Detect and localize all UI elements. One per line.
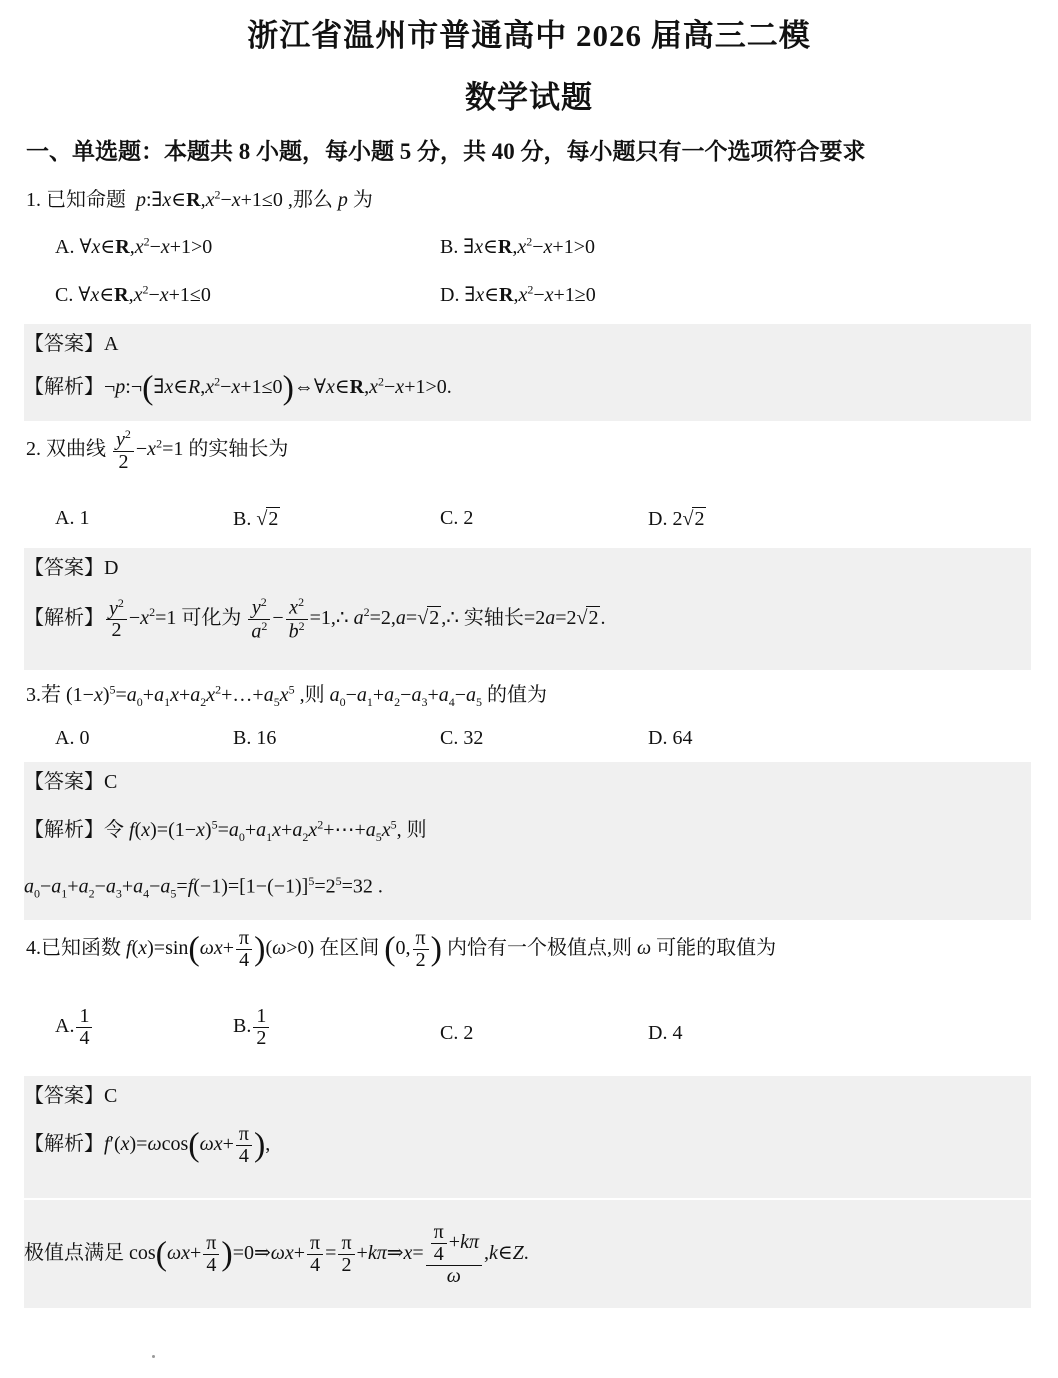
q2-option-b: B. √2 [233, 508, 279, 530]
q4-option-b: B. $\frac{1}{2}$ [233, 1006, 271, 1049]
q4-option-d: D. 4 [648, 1022, 683, 1044]
stray-dot [152, 1355, 155, 1358]
q2-answer: 【答案】D [24, 557, 119, 579]
q1-option-d: D. $\exists x\in R,x^2-x+1\ge 0$ [440, 282, 596, 306]
q1-number: 1. [26, 189, 41, 211]
q1-answer: 【答案】A [24, 333, 119, 355]
q1-proposition: p [131, 189, 146, 211]
q3-option-c: C. 32 [440, 727, 484, 749]
q1-stem: 已知命题 [46, 189, 126, 211]
q2-analysis: 【解析】 $\frac{y^2}{2}$ $-x^2=1$ 可化为 $\frac{y^2}{a^2}$ − $\frac{x^2}{b^2}$ =1,∴ $a^2=2,a=√2$ ,∴ 实轴长=2a=2√2 . [24, 595, 606, 643]
q2-option-d: D. 2√2 [648, 508, 705, 530]
page-subtitle: 数学试题 [465, 80, 593, 115]
q1-analysis: 【解析】$\neg p:\neg(\exists x\in R,x^2-x+1\le 0)\Leftrightarrow\forall x\in R,x^2-x+1>0$. [24, 369, 452, 407]
section-heading: 一、单选题：本题共 8 小题，每小题 5 分，共 40 分，每小题只有一个选项符合要求 [26, 139, 866, 164]
q3-analysis-line2: $a_0-a_1+a_2-a_3+a_4-a_5=f(-1)=[1-(-1)]^5=2^5=32$ . [24, 874, 383, 901]
q2-option-a: A. 1 [55, 507, 90, 529]
q4-extreme: 极值点满足 cos(ωx+ $\frac{\pi}{4}$ )=0⇒ωx+ $\frac{\pi}{4}$ = $\frac{\pi}{2}$ +kπ⇒x= $\frac{\pi}{4}$ +kπ ω ,k∈Z. [24, 1221, 529, 1287]
question-4: 4.已知函数 f(x)=sin(ωx+ $\frac{\pi}{4}$ )(ω>0) 在区间 (0, $\frac{\pi}{2}$ ) 内恰有一个极值点,则 ω 可能的取值为 [26, 927, 777, 971]
q1-option-b: B. $\exists x\in R,x^2-x+1>0$ [440, 234, 595, 258]
question-1: 1. 已知命题 $p:\exists x\in R,x^2-x+1\le 0$ ,那么 p 为 [26, 187, 373, 211]
q2-option-c: C. 2 [440, 507, 474, 529]
q1-option-a: A. $\forall x\in R,x^2-x+1>0$ [55, 234, 213, 258]
question-3: 3.若 $(1-x)^5=a_0+a_1x+a_2x^2+\dots+a_5x^5$ ,则 $a_0-a_1+a_2-a_3+a_4-a_5$ 的值为 [26, 682, 547, 709]
q3-analysis: 【解析】令 $f(x)=(1-x)^5=a_0+a_1x+a_2x^2+\cdots+a_5x^5$, 则 [24, 817, 427, 844]
q3-option-a: A. 0 [55, 727, 90, 749]
q1-option-c: C. $\forall x\in R,x^2-x+1\le 0$ [55, 282, 211, 306]
q4-analysis: 【解析】f′(x)=ωcos(ωx+ $\frac{\pi}{4}$ ), [24, 1123, 271, 1167]
page-title: 浙江省温州市普通高中 2026 届高三二模 [247, 18, 811, 53]
q4-option-a: A. $\frac{1}{4}$ [55, 1006, 94, 1049]
q4-answer: 【答案】C [24, 1085, 118, 1107]
q4-option-c: C. 2 [440, 1022, 474, 1044]
question-2: 2. 双曲线 $\frac{y^2}{2}$ $-x^2=1$ 的实轴长为 [26, 427, 289, 473]
q3-option-b: B. 16 [233, 727, 277, 749]
q3-answer: 【答案】C [24, 771, 118, 793]
q1-tail: ,那么 [287, 189, 338, 211]
q3-option-d: D. 64 [648, 727, 693, 749]
q1-end: 为 [352, 189, 373, 211]
